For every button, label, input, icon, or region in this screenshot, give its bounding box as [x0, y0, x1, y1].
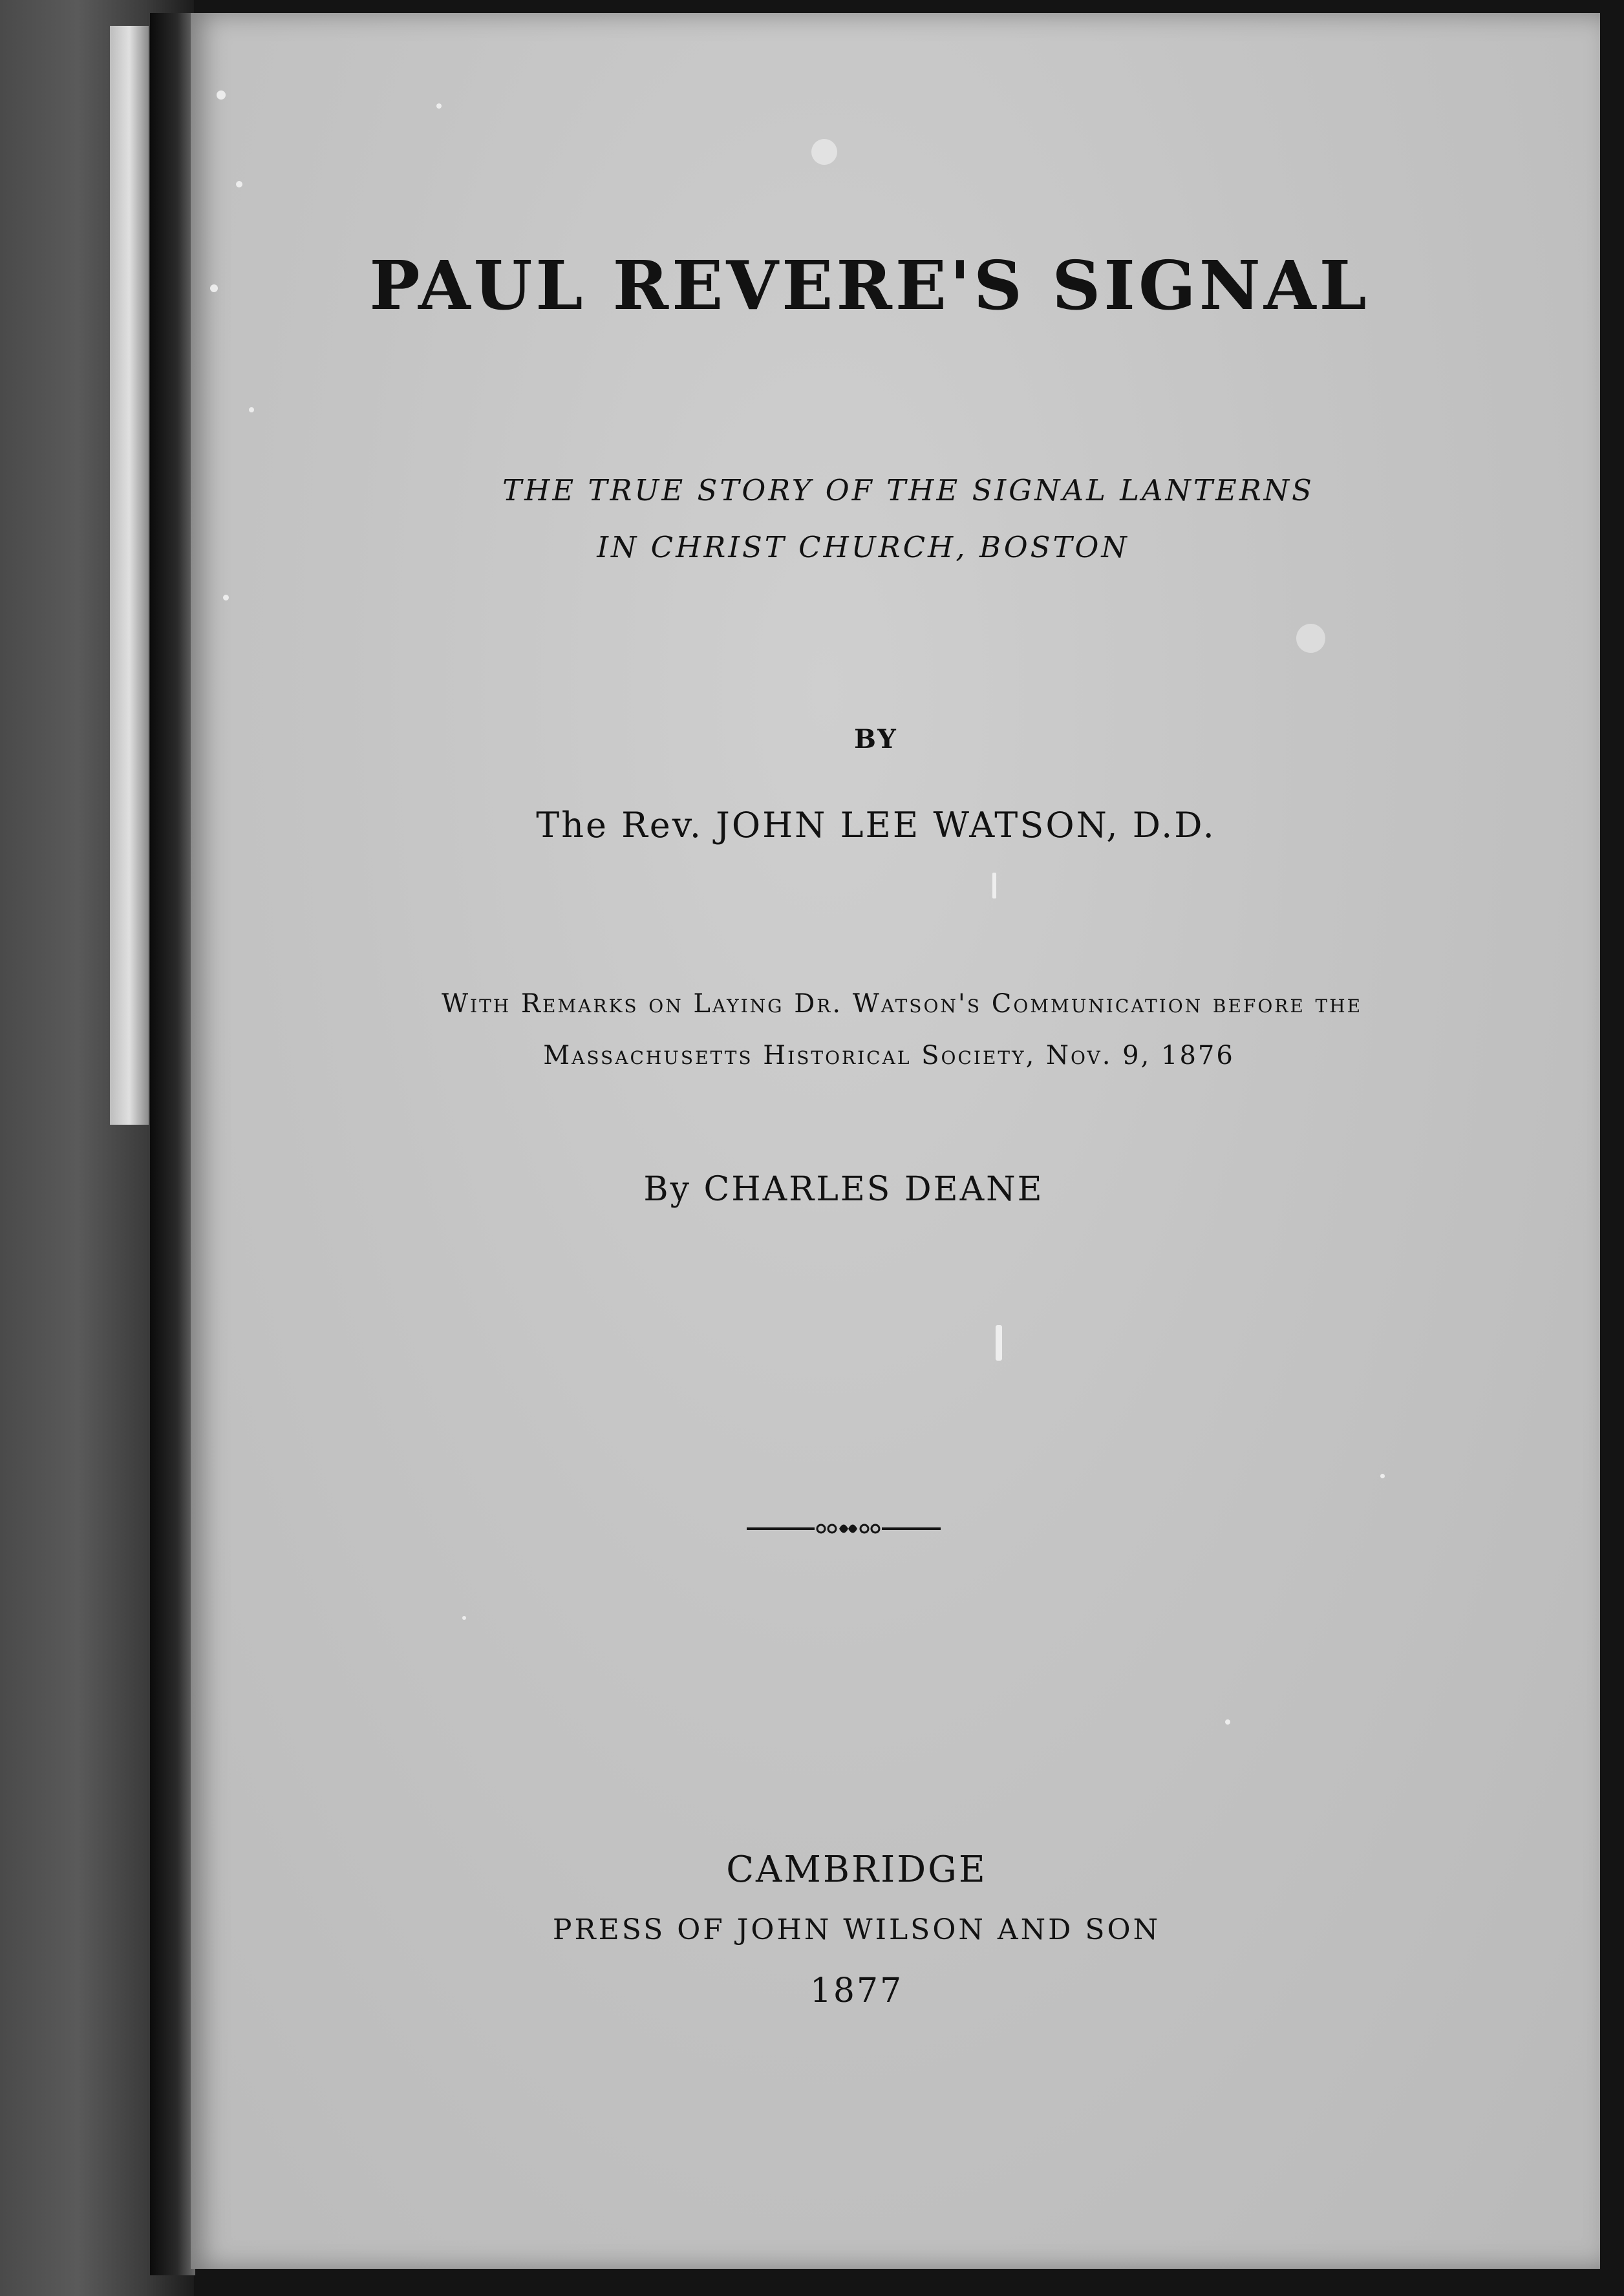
scan-speck	[217, 90, 226, 100]
page-title: PAUL REVERE'S SIGNAL	[369, 246, 1370, 325]
subtitle-line-1: THE TRUE STORY OF THE SIGNAL LANTERNS	[502, 473, 1314, 507]
imprint-year: 1877	[809, 1972, 904, 2010]
remarks-line-1: With Remarks on Laying Dr. Watson's Communication before the	[441, 989, 1363, 1019]
ornament-divider	[747, 1513, 941, 1545]
imprint-city: CAMBRIDGE	[726, 1849, 987, 1891]
scan-speck	[1380, 1474, 1385, 1478]
scan-speck	[462, 1616, 466, 1620]
binding-strip	[110, 26, 149, 1125]
second-author: By CHARLES DEANE	[643, 1170, 1044, 1209]
scan-speck	[436, 103, 442, 109]
imprint-press: PRESS OF JOHN WILSON AND SON	[552, 1913, 1161, 1946]
author-name: The Rev. JOHN LEE WATSON, D.D.	[536, 805, 1216, 845]
scan-speck	[1296, 624, 1325, 653]
scan-speck	[992, 873, 996, 898]
scan-speck	[996, 1325, 1002, 1361]
byline: BY	[854, 724, 898, 754]
scan-speck	[811, 139, 837, 165]
scan-speck	[223, 595, 229, 601]
scan-speck	[1225, 1719, 1230, 1725]
remarks-line-2: Massachusetts Historical Society, Nov. 9, 1876	[543, 1041, 1235, 1070]
subtitle-line-2: IN CHRIST CHURCH, BOSTON	[597, 530, 1129, 564]
scan-speck	[236, 181, 242, 187]
page-sheet	[191, 13, 1600, 2269]
scan-speck	[249, 407, 254, 412]
